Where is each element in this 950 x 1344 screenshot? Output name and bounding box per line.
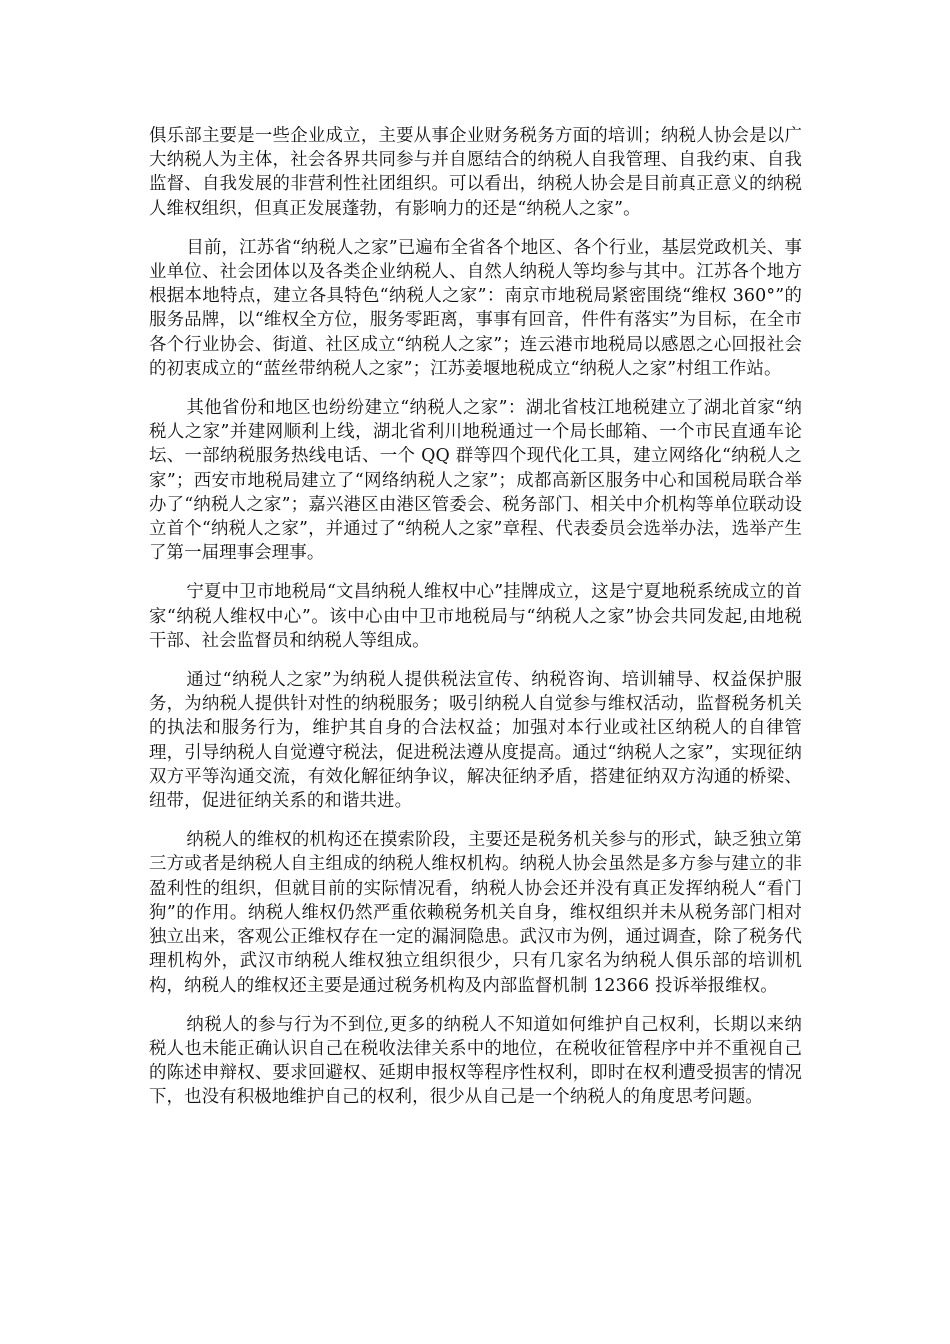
- paragraph-continuation: 俱乐部主要是一些企业成立，主要从事企业财务税务方面的培训；纳税人协会是以广大纳税人为主体，社会各界共同参与并自愿结合的纳税人自我管理、自我约束、自我监督、自我发展的非营利性社团组织。可以看出，纳税人协会是目前真正意义的纳税人维权组织，但真正发展蓬勃，有影响力的还是“纳税人之家”。: [149, 126, 802, 219]
- document-body: [149, 124, 802, 1110]
- paragraph-participation: 纳税人的参与行为不到位,更多的纳税人不知道如何维护自己权利，长期以来纳税人也未能正确认识自己在税收法律关系中的地位，在税收征管程序中并不重视自己的陈述申辩权、要求回避权、延期申报权等程序性权利，即时在权利遭受损害的情况下，也没有积极地维护自己的权利，很少从自己是一个纳税人的角度思考问题。: [149, 1014, 802, 1108]
- paragraph-institutions: 纳税人的维权的机构还在摸索阶段，主要还是税务机关参与的形式，缺乏独立第三方或者是纳税人自主组成的纳税人维权机构。纳税人协会虽然是多方参与建立的非盈利性的组织，但就目前的实际情况看，纳税人协会还并没有真正发挥纳税人“看门狗”的作用。纳税人维权仍然严重依赖税务机关自身，维权组织并未从税务部门相对独立出来，客观公正维权存在一定的漏洞隐患。武汉市为例，通过调查，除了税务代理机构外，武汉市纳税人维权独立组织很少，只有几家名为纳税人俱乐部的培训机构，纳税人的维权还主要是通过税务机构及内部监督机制 12366 投诉举报维权。: [149, 830, 802, 996]
- paragraph-ningxia: 宁夏中卫市地税局“文昌纳税人维权中心”挂牌成立，这是宁夏地税系统成立的首家“纳税人维权中心”。该中心由中卫市地税局与“纳税人之家”协会共同发起,由地税干部、社会监督员和纳税人等组成。: [149, 582, 802, 651]
- paragraph-jiangsu: 目前，江苏省“纳税人之家”已遍布全省各个地区、各个行业，基层党政机关、事业单位、社会团体以及各类企业纳税人、自然人纳税人等均参与其中。江苏各个地方根据本地特点，建立各具特色“纳税人之家”：南京市地税局紧密围绕“维权 360°”的服务品牌，以“维权全方位，服务零距离，事事有回音，件件有落实”为目标，在全市各个行业协会、街道、社区成立“纳税人之家”；连云港市地税局以感恩之心回报社会的初衷成立的“蓝丝带纳税人之家”；江苏姜堰地税成立“纳税人之家”村组工作站。: [149, 237, 802, 379]
- paragraph-services: 通过“纳税人之家”为纳税人提供税法宣传、纳税咨询、培训辅导、权益保护服务，为纳税人提供针对性的纳税服务；吸引纳税人自觉参与维权活动，监督税务机关的执法和服务行为，维护其自身的合法权益；加强对本行业或社区纳税人的自律管理，引导纳税人自觉遵守税法，促进税法遵从度提高。通过“纳税人之家”，实现征纳双方平等沟通交流，有效化解征纳争议，解决征纳矛盾，搭建征纳双方沟通的桥梁、纽带，促进征纳关系的和谐共进。: [149, 670, 802, 812]
- paragraph-other-provinces: 其他省份和地区也纷纷建立“纳税人之家”：湖北省枝江地税建立了湖北首家“纳税人之家”并建网顺利上线，湖北省利川地税通过一个局长邮箱、一个市民直通车论坛、一部纳税服务热线电话、一个 QQ 群等四个现代化工具，建立网络化“纳税人之家”；西安市地税局建立了“网络纳税人之家”；成都高新区服务中心和国税局联合举办了“纳税人之家”；嘉兴港区由港区管委会、税务部门、相关中介机构等单位联动设立首个“纳税人之家”，并通过了“纳税人之家”章程、代表委员会选举办法，选举产生了第一届理事会理事。: [149, 398, 802, 564]
